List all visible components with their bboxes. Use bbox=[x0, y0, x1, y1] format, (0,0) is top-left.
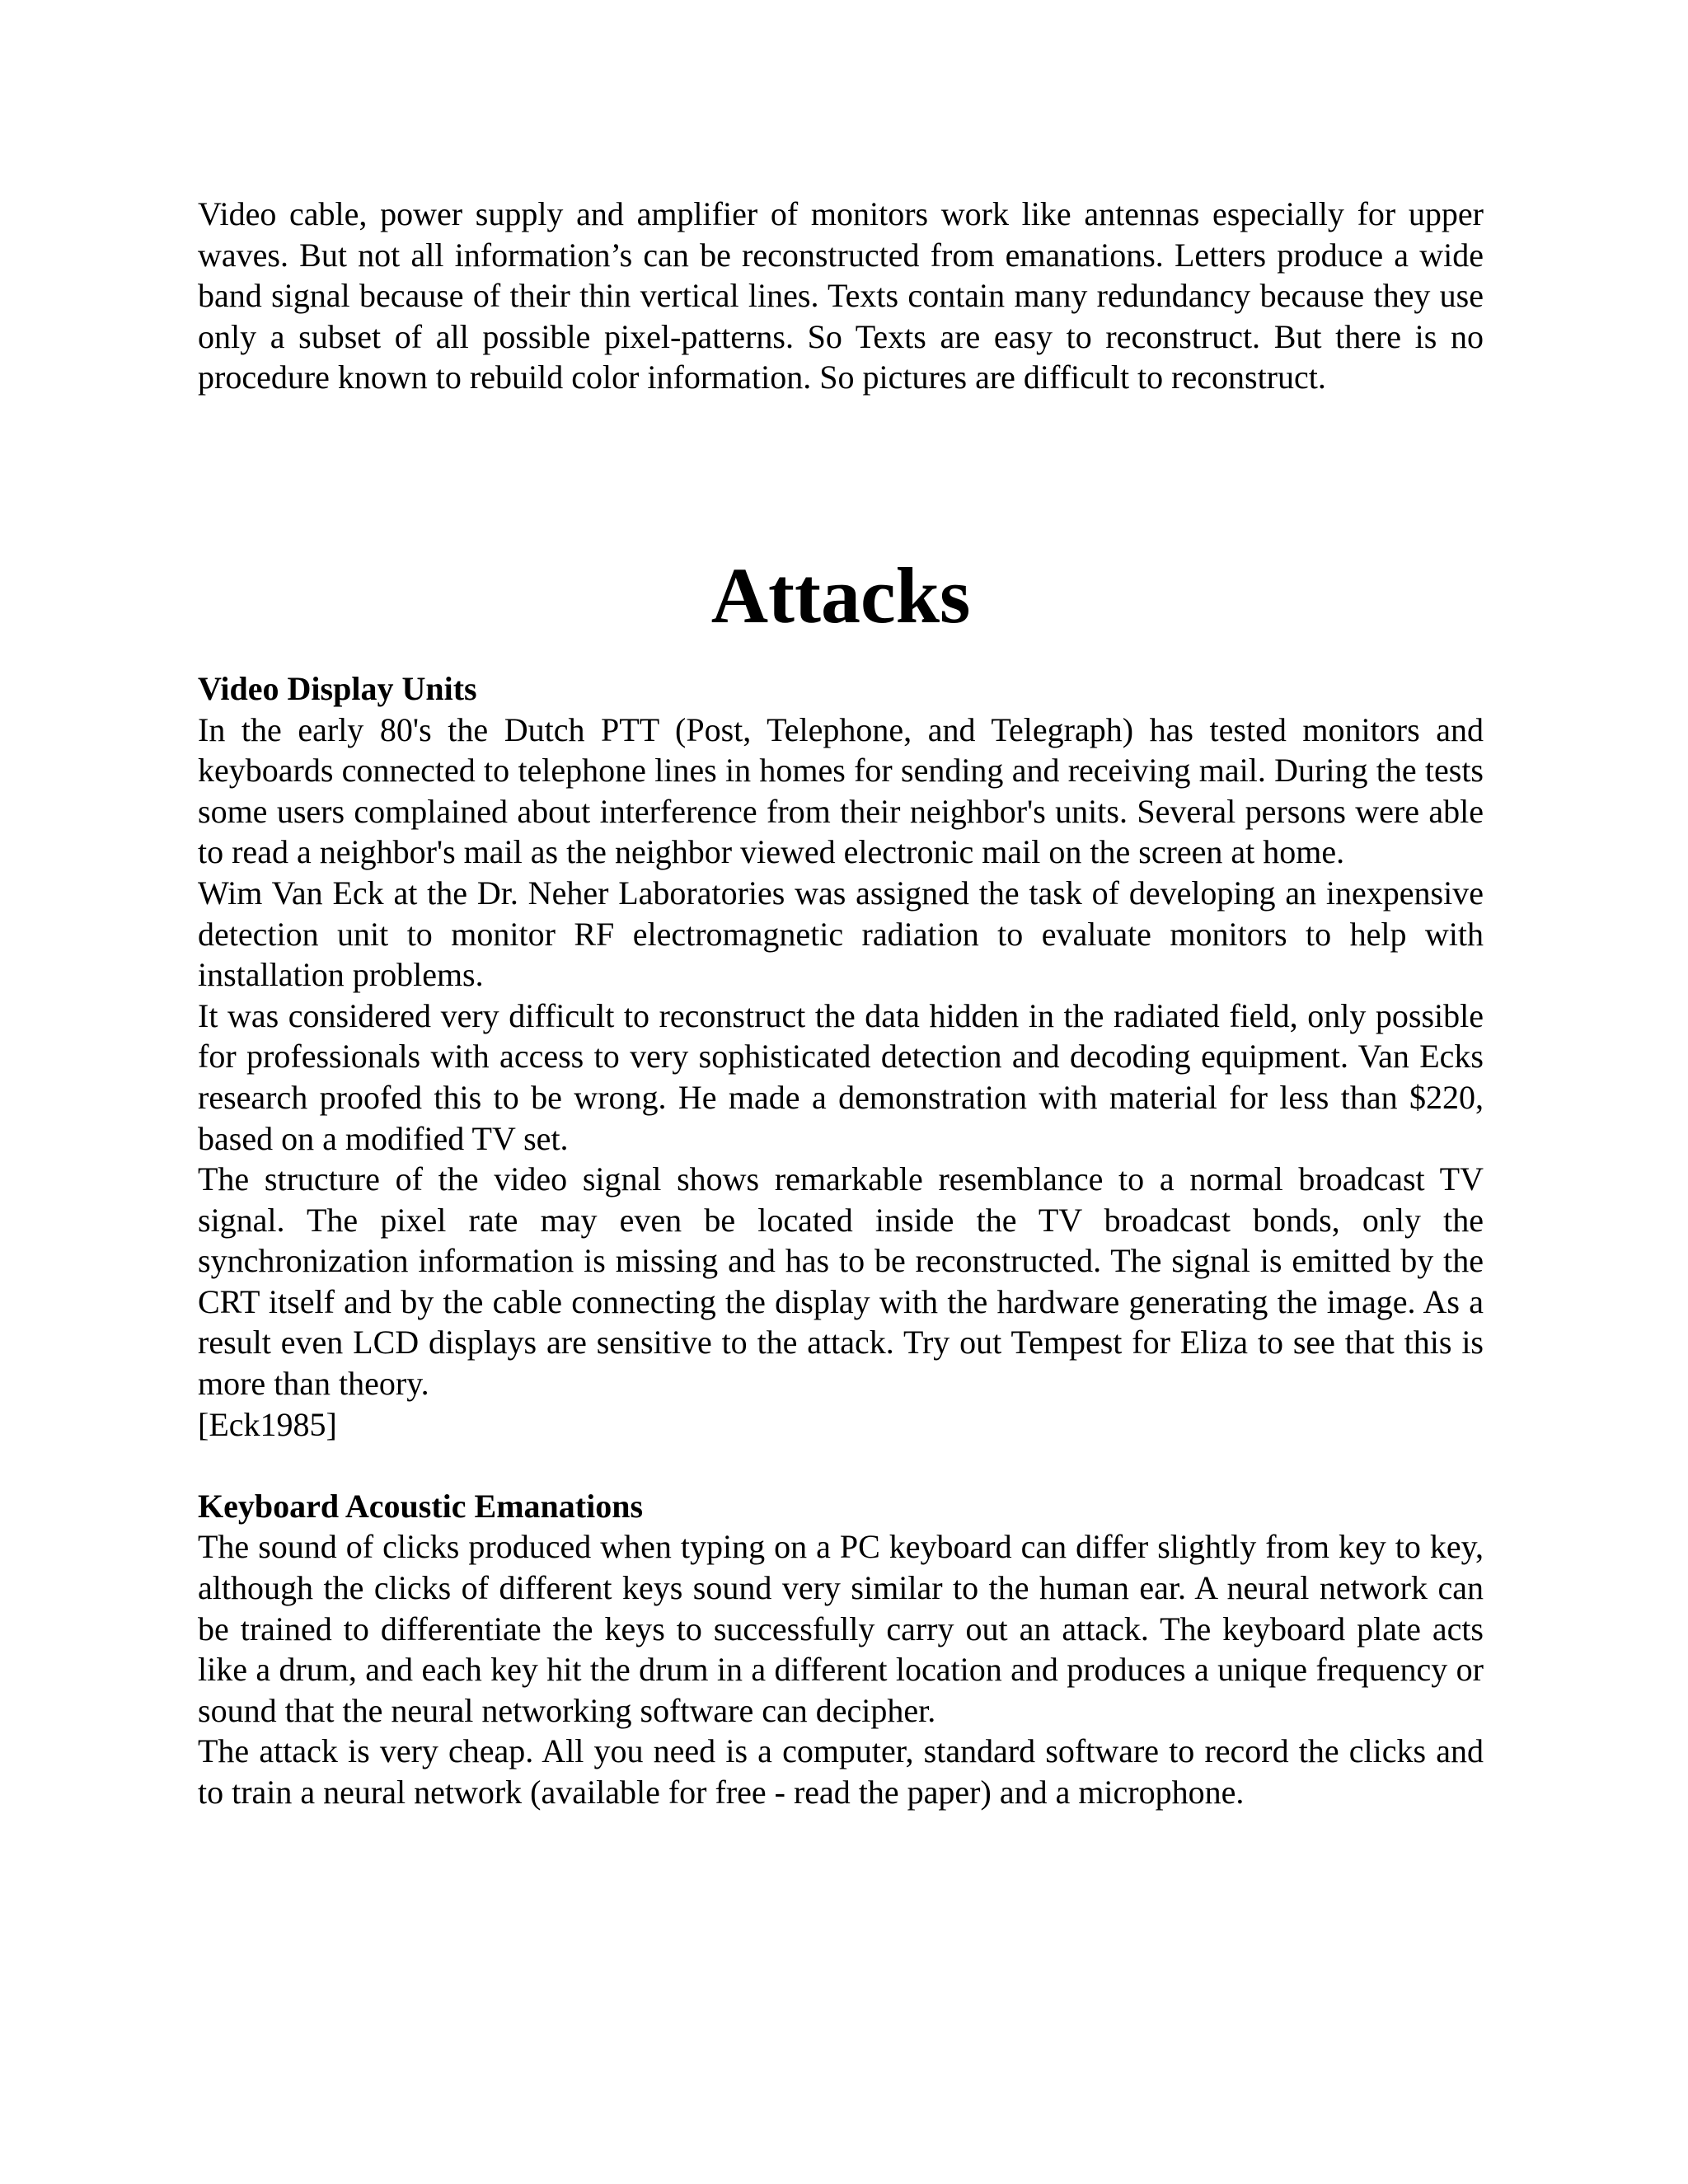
page-content bbox=[198, 194, 1484, 1813]
intro-paragraph: Video cable, power supply and amplifier of monitors work like antennas especially for upper waves. But not all information’s can be reconstructed from emanations. Letters produce a wide band signal because of their thin vertical lines. Texts contain many redundancy because they use only a subset of all possible pixel-patterns. So Texts are easy to reconstruct. But there is no procedure known to rebuild color information. So pictures are difficult to reconstruct. bbox=[198, 195, 1484, 396]
vdu-paragraph-4: The structure of the video signal shows remarkable resemblance to a normal broadcast TV signal. The pixel rate may even be located inside the TV broadcast bonds, only the synchronization information is missing and has to be reconstructed. The signal is emitted by the CRT itself and by the cable connecting the display with the hardware generating the image. As a result even LCD displays are sensitive to the attack. Try out Tempest for Eliza to see that this is more than theory. bbox=[198, 1160, 1484, 1403]
vdu-paragraph-3: It was considered very difficult to reconstruct the data hidden in the radiated field, only possible for professionals with access to very sophisticated detection and decoding equipment. Van Ecks research proofed this to be wrong. He made a demonstration with material for less than $220, based on a modified TV set. bbox=[198, 996, 1484, 1157]
chapter-title: Attacks bbox=[710, 551, 971, 640]
vdu-paragraph-1: In the early 80's the Dutch PTT (Post, Telephone, and Telegraph) has tested monitors and keyboards connected to telephone lines in homes for sending and receiving mail. During the tests some users complained about interference from their neighbor's units. Several persons were able to read a neighbor's mail as the neighbor viewed electronic mail on the screen at home. bbox=[198, 710, 1484, 871]
kae-paragraph-2: The attack is very cheap. All you need is a computer, standard software to record the clicks and to train a neural network (available for free - read the paper) and a microphone. bbox=[198, 1732, 1484, 1811]
section-spacer bbox=[198, 1445, 1484, 1486]
kae-paragraph-1: The sound of clicks produced when typing on a PC keyboard can differ slightly from key to key, although the clicks of different keys sound very similar to the human ear. A neural network can be trained to differentiate the keys to successfully carry out an attack. The keyboard plate acts like a drum, and each key hit the drum in a different location and produces a unique frequency or sound that the neural networking software can decipher. bbox=[198, 1528, 1484, 1729]
section-heading-video-display-units: Video Display Units bbox=[198, 669, 477, 707]
section-heading-keyboard-acoustic-emanations: Keyboard Acoustic Emanations bbox=[198, 1487, 644, 1525]
vdu-paragraph-2: Wim Van Eck at the Dr. Neher Laboratories was assigned the task of developing an inexpensive detection unit to monitor RF electromagnetic radiation to evaluate monitors to help with installation problems. bbox=[198, 874, 1484, 994]
vdu-citation: [Eck1985] bbox=[198, 1405, 337, 1443]
